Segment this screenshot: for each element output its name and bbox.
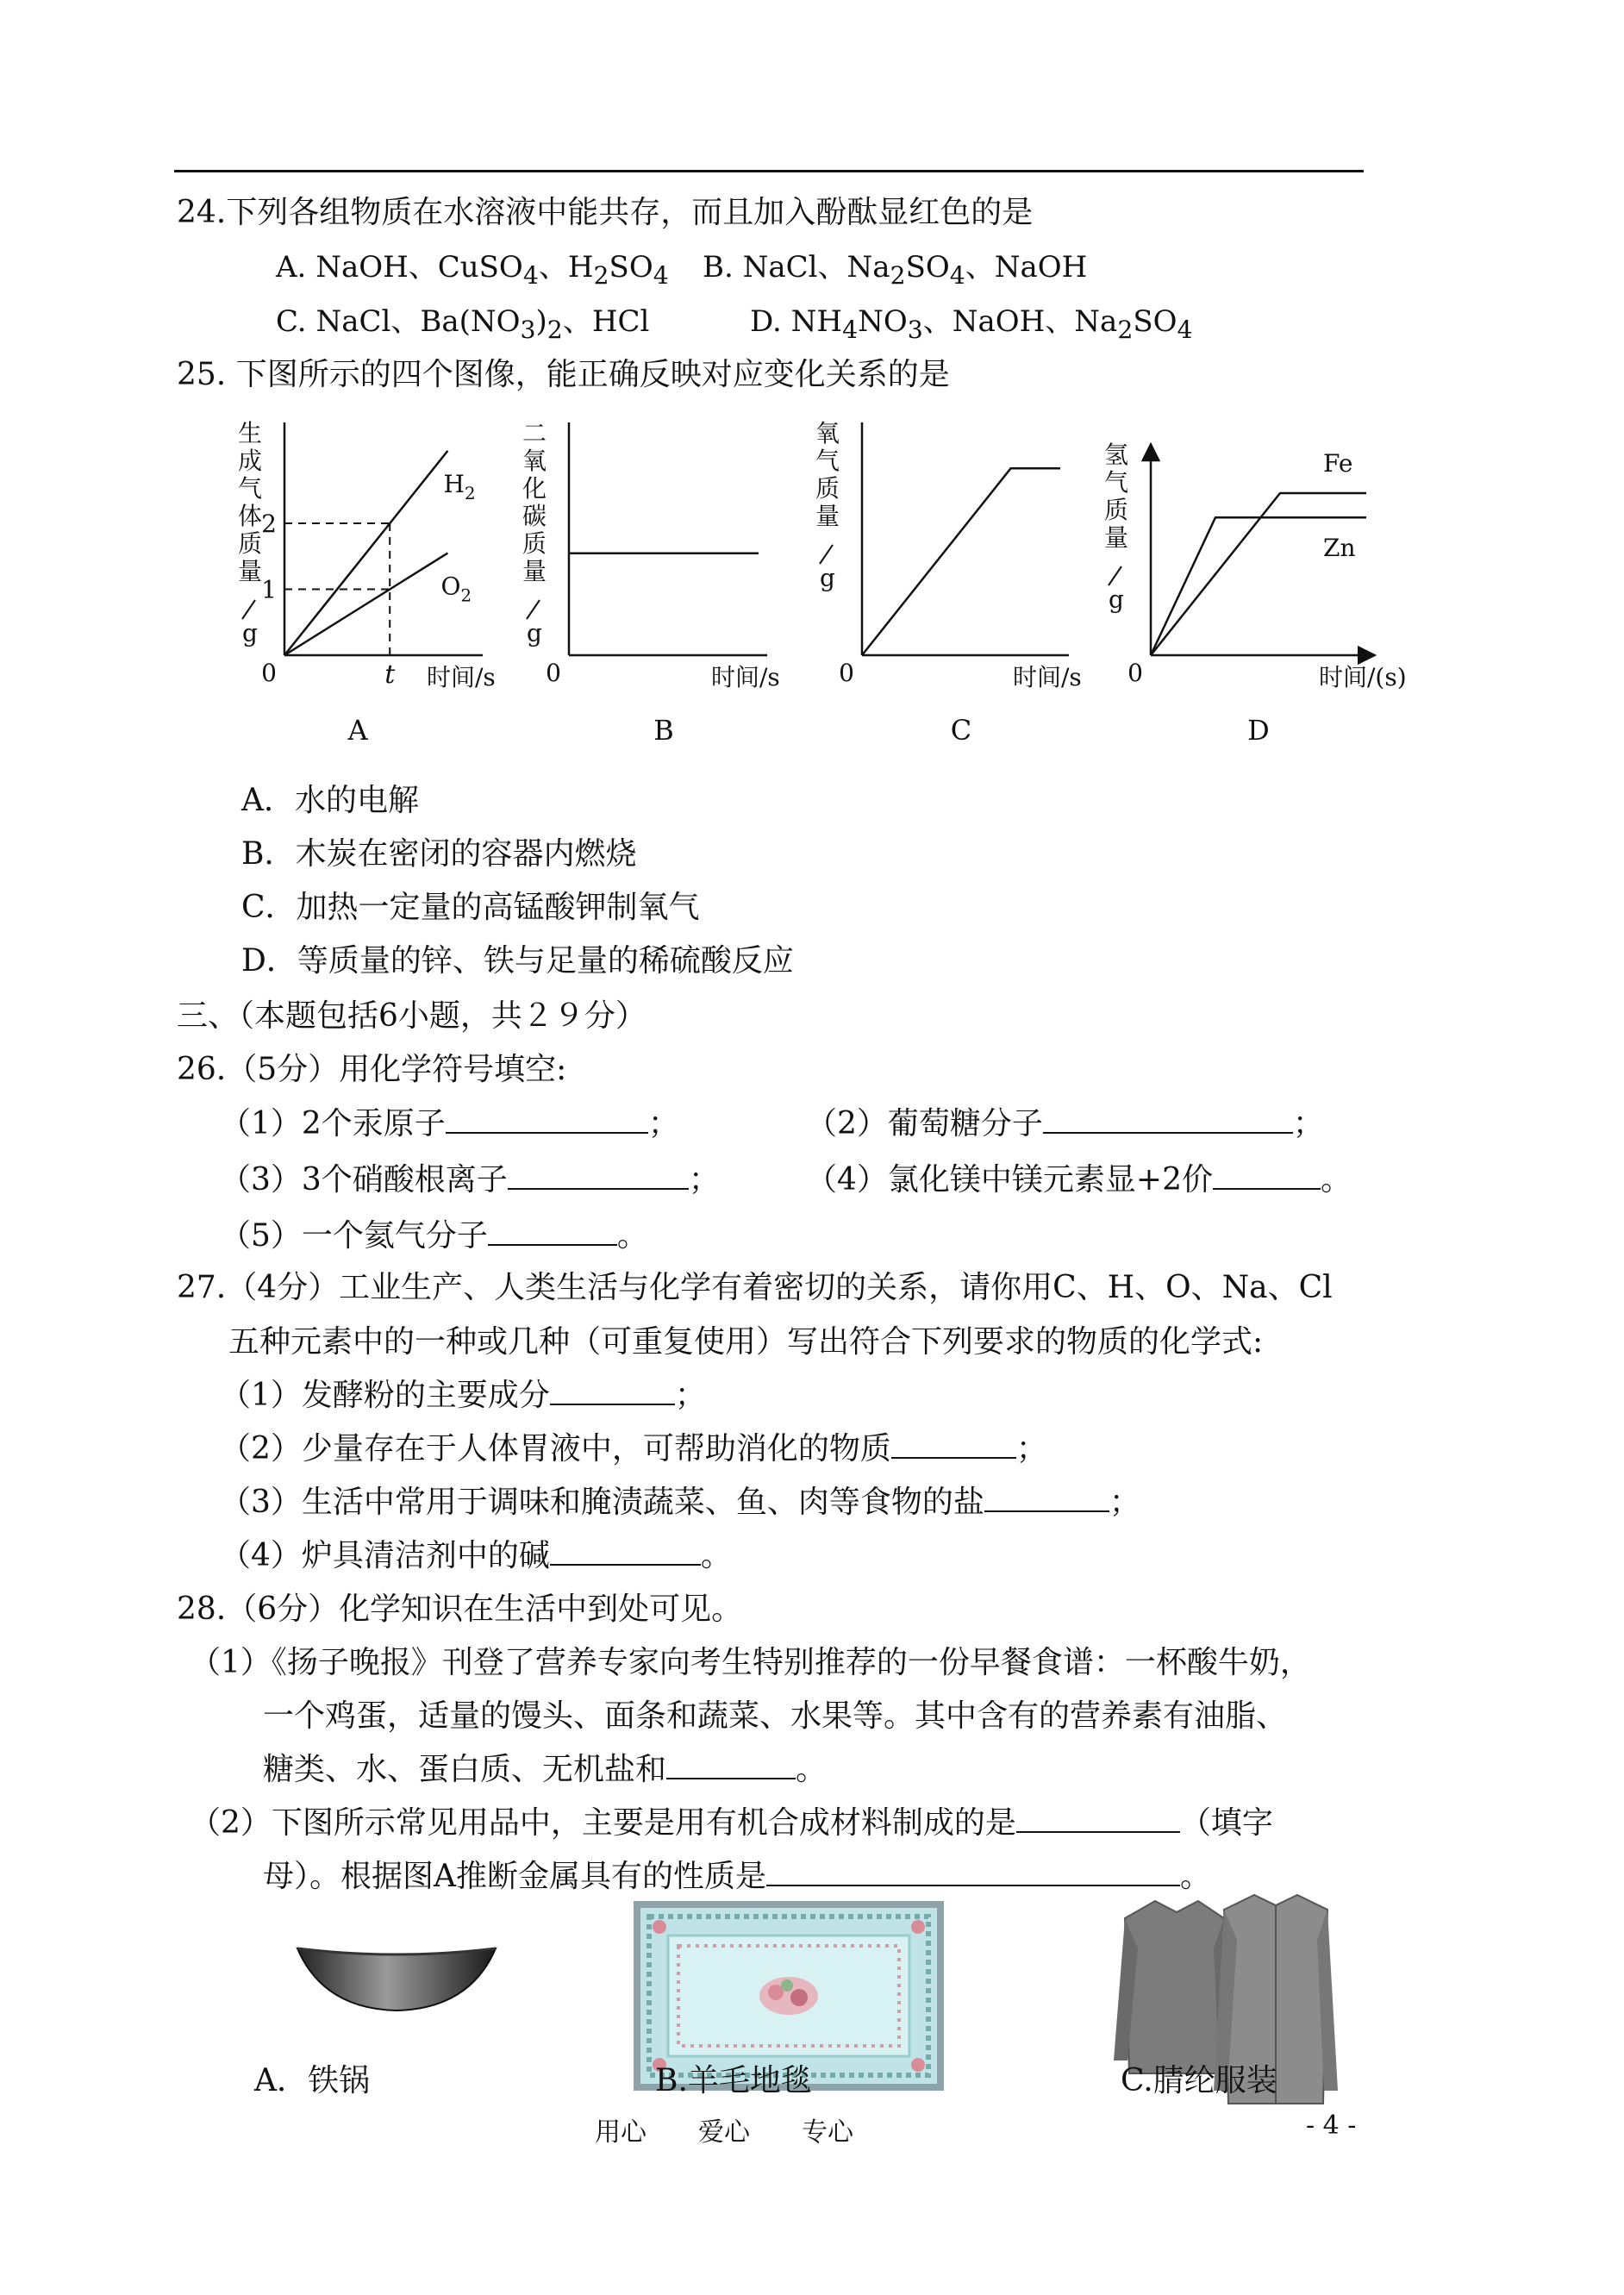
y-axis-label: 气 [1103,468,1129,497]
formula-sub: 3 [520,315,536,344]
chart-caption: B [653,714,674,747]
q26-item-1 [220,1099,679,1143]
formula-sub: 4 [949,260,965,290]
series-name-subscript: 2 [460,585,472,606]
q24-option-c [276,297,649,344]
q28-text: （填字 [1179,1805,1273,1841]
unit-slash [820,545,833,564]
formula-sub: 4 [653,260,669,290]
x-axis-label: 时间/s [427,663,496,691]
q28-text: 糖类、水、蛋白质、无机盐和 [263,1752,667,1787]
q26-item-4 [806,1155,1352,1199]
answer-blank[interactable] [984,1485,1109,1512]
punct: ； [1015,1431,1047,1466]
punct: 。 [700,1538,732,1573]
q24-option-a [276,243,669,290]
q27-item-text: （3）生活中常用于调味和腌渍蔬菜、鱼、肉等食物的盐 [220,1485,984,1520]
y-axis-label: 二 [522,419,547,447]
q27-item-3 [220,1478,1140,1522]
y-axis-label: 生 [237,419,263,447]
punct: 。 [1320,1162,1352,1198]
unit-slash [527,600,540,619]
q26-item-2 [806,1099,1324,1143]
punct: ； [688,1162,720,1198]
x-axis-label: 时间/s [1013,663,1082,691]
q25-option-b: B．木炭在密闭的容器内燃烧 [241,836,637,872]
q28-stem: 28.（6分）化学知识在生活中到处可见。 [177,1591,743,1627]
chart-a [238,419,496,747]
unit-slash [1109,566,1121,585]
q28-part1-line2: 一个鸡蛋，适量的馒头、面条和蔬菜、水果等。其中含有的营养素有油脂、 [263,1698,1288,1734]
y-axis-label: g [527,619,542,647]
q24-option-b [703,243,1087,290]
origin-label: 0 [1127,659,1143,687]
q28-part2-line2 [263,1852,1211,1896]
answer-blank[interactable] [446,1106,648,1134]
chart-d [1104,441,1407,747]
y-axis-label: 量 [522,557,547,585]
formula-part: ) [535,304,547,339]
punct: ； [647,1106,679,1141]
punct: ； [674,1378,706,1413]
q28-part1-line1: （1）《扬子晚报》刊登了营养专家向考生特别推荐的一份早餐食谱：一杯酸牛奶， [190,1645,1311,1680]
series-name-label: Zn [1323,534,1356,563]
formula-sub: 2 [1117,315,1134,344]
punct: ； [1292,1106,1324,1141]
y-tick-label: 2 [261,510,277,539]
formula-sub: 4 [1177,315,1193,344]
formula-part: 、NaOH [965,250,1088,285]
chart-c [815,419,1082,747]
series-name-subscript: 2 [464,482,476,503]
q27-item-text: （2）少量存在于人体胃液中，可帮助消化的物质 [220,1431,891,1466]
y-axis-label: 气 [815,447,840,475]
series-name-label: $H_2$ [443,469,476,503]
formula-sub: 3 [907,315,923,344]
formula-sub: 2 [593,260,609,290]
formula-part: NaCl、Na [742,250,890,285]
punct: 。 [616,1218,648,1254]
q26-item-5 [220,1211,648,1255]
y-axis-label: g [1109,585,1124,614]
origin-label: 0 [839,659,854,687]
y-axis-label: 质 [522,529,547,558]
answer-blank[interactable] [508,1162,689,1190]
series-line [284,451,447,655]
formula-part: SO [609,250,653,285]
iron-wok-image [293,1940,500,2013]
punct: 。 [1180,1859,1212,1894]
header-rule [174,170,1364,172]
y-axis-label: 质 [237,529,263,558]
q24-stem: 24.下列各组物质在水溶液中能共存，而且加入酚酞显红色的是 [177,195,1034,230]
answer-blank[interactable] [766,1859,1180,1886]
x-axis-label: 时间/s [711,663,780,691]
answer-blank[interactable] [1016,1805,1180,1833]
y-axis-label: 气 [237,474,263,503]
answer-blank[interactable] [891,1431,1016,1459]
origin-label: 0 [546,659,561,687]
answer-blank[interactable] [1043,1106,1293,1134]
formula-part: 、H [538,250,594,285]
unit-slash [242,600,255,619]
origin-label: 0 [261,659,277,687]
q26-item-text: （5）一个氦气分子 [220,1218,488,1254]
punct: 。 [796,1752,828,1787]
q24-option-a-label: A. [276,250,307,285]
y-axis-label: 氢 [1103,441,1129,469]
y-axis-label: 体 [237,502,263,530]
answer-blank[interactable] [488,1218,617,1246]
q26-item-text: （3）3个硝酸根离子 [220,1162,508,1198]
q26-item-text: （1）2个汞原子 [220,1106,446,1141]
formula-part: SO [1133,304,1177,339]
y-axis-label: g [242,619,258,647]
formula-sub: 2 [547,315,563,344]
q28-part2-line1 [190,1798,1273,1842]
y-axis-label: g [820,564,835,592]
formula-part: NH [790,304,843,339]
series-line [862,468,1060,655]
y-axis-label: 质 [815,474,840,503]
caption-iron-wok: A．铁锅 [254,2063,370,2098]
y-axis-label: 量 [237,557,263,585]
q27-item-text: （1）发酵粉的主要成分 [220,1378,550,1413]
page-number: - 4 - [1306,2111,1357,2141]
answer-blank[interactable] [550,1378,675,1405]
formula-part: 、NaOH、Na [922,304,1118,339]
x-marker-label: t [384,660,396,690]
q24-option-c-label: C. [276,304,307,339]
q28-part1-line3 [263,1745,827,1789]
q27-item-4 [220,1531,732,1575]
caption-acrylic-clothes: C.腈纶服装 [1121,2063,1277,2098]
q24-option-d-label: D. [750,304,782,339]
chart-caption: C [950,714,972,747]
answer-blank[interactable] [1213,1162,1321,1190]
q24-option-d [750,297,1193,344]
q25-option-c: C．加热一定量的高锰酸钾制氧气 [241,890,700,925]
q27-stem-line2: 五种元素中的一种或几种（可重复使用）写出符合下列要求的物质的化学式: [228,1324,1264,1360]
q26-item-text: （2）葡萄糖分子 [806,1106,1043,1141]
y-axis-label: 量 [815,502,840,530]
y-axis-label: 碳 [522,502,547,530]
q27-item-text: （4）炉具清洁剂中的碱 [220,1538,550,1573]
q27-item-2 [220,1424,1047,1468]
formula-sub: 4 [842,315,859,344]
q27-item-1 [220,1371,706,1415]
section-heading: 三、（本题包括6小题，共２９分） [177,998,646,1034]
formula-sub: 4 [522,260,539,290]
formula-part: NaCl、Ba(NO [315,304,521,339]
y-axis-label: 质 [1103,496,1129,524]
chart-b [522,419,780,747]
series-name-label: $O_2$ [440,572,472,606]
series-name-label: Fe [1323,449,1353,478]
q27-stem-line1: 27.（4分）工业生产、人类生活与化学有着密切的关系，请你用C、H、O、Na、Cl [177,1270,1333,1305]
formula-part: NaOH、CuSO [315,250,523,285]
q28-text: 母）。根据图A推断金属具有的性质是 [263,1859,766,1894]
punct: ； [1109,1485,1140,1520]
y-tick-label: 1 [261,575,277,604]
footer-motto: 用心 爱心 专心 [595,2117,853,2148]
y-axis-label: 氧 [815,419,840,447]
answer-blank[interactable] [666,1752,796,1779]
x-axis-label: 时间/(s) [1319,663,1407,691]
q24-option-b-label: B. [703,250,734,285]
y-axis-label: 量 [1103,523,1129,552]
q25-option-a: A．水的电解 [241,783,419,818]
chart-caption: A [347,714,368,747]
y-axis-label: 成 [237,447,263,475]
q25-stem: 25. 下图所示的四个图像，能正确反映对应变化关系的是 [177,357,950,392]
chart-caption: D [1247,714,1270,747]
q26-stem: 26.（5分）用化学符号填空: [177,1052,567,1087]
caption-wool-carpet: B.羊毛地毯 [655,2063,812,2098]
y-axis-label: 化 [522,474,547,503]
q25-option-d: D．等质量的锌、铁与足量的稀硫酸反应 [241,943,794,979]
formula-part: NO [858,304,908,339]
q26-item-3 [220,1155,720,1199]
formula-part: SO [905,250,950,285]
series-line [284,553,447,656]
q25-charts [215,405,1407,759]
q28-text: （2）下图所示常见用品中，主要是用有机合成材料制成的是 [190,1805,1016,1841]
answer-blank[interactable] [550,1538,701,1566]
y-axis-label: 氧 [522,447,547,475]
formula-part: 、HCl [562,304,650,339]
formula-sub: 2 [890,260,906,290]
q26-item-text: （4）氯化镁中镁元素显+2价 [806,1162,1213,1198]
